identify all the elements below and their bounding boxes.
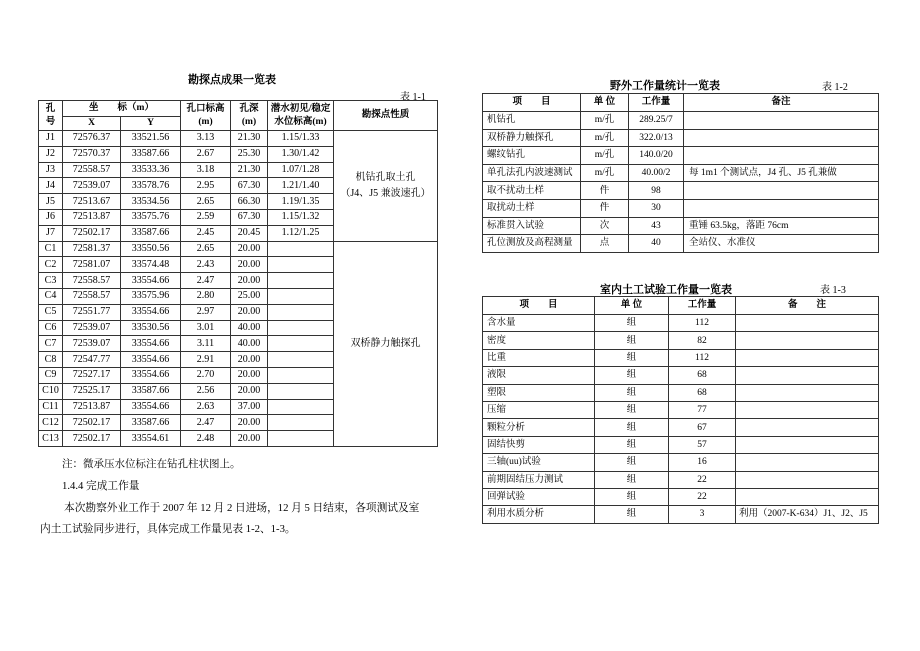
unit-cell: m/孔 <box>581 129 629 147</box>
coord-x-cell: 72558.57 <box>63 162 121 178</box>
hole-depth-cell: 21.30 <box>231 162 268 178</box>
collar-elevation-cell: 3.11 <box>181 336 231 352</box>
remark-cell <box>684 112 879 130</box>
item-cell: 孔位测放及高程测量 <box>483 235 581 253</box>
remark-cell <box>736 401 879 418</box>
collar-elevation-cell: 2.65 <box>181 241 231 257</box>
field-workload-table-body <box>483 112 879 253</box>
coord-x-cell: 72525.17 <box>63 383 121 399</box>
amount-header: 工作量 <box>629 94 684 112</box>
coord-y-cell: 33554.61 <box>121 431 181 447</box>
item-cell: 单孔法孔内波速测试 <box>483 164 581 182</box>
amount-cell: 68 <box>669 367 736 384</box>
item-cell: 利用水质分析 <box>483 506 595 523</box>
table-1-3-label: 表 1-3 <box>820 285 846 296</box>
amount-cell: 3 <box>669 506 736 523</box>
coord-x-cell: 72513.87 <box>63 399 121 415</box>
collar-elevation-cell: 2.65 <box>181 194 231 210</box>
coord-x-cell: 72576.37 <box>63 131 121 147</box>
coordinate-header: 坐 标（m） <box>63 101 181 117</box>
unit-cell: 件 <box>581 199 629 217</box>
table-row <box>39 241 438 257</box>
hole-depth-cell: 67.30 <box>231 178 268 194</box>
hole-depth-cell: 20.00 <box>231 367 268 383</box>
table-row <box>483 454 879 471</box>
field-workload-table <box>482 93 879 253</box>
table-header-row <box>39 101 438 117</box>
unit-cell: 组 <box>595 471 669 488</box>
unit-cell: 点 <box>581 235 629 253</box>
coord-y-cell: 33554.66 <box>121 352 181 368</box>
table-row <box>483 112 879 130</box>
table-row <box>483 235 879 253</box>
water-level-header <box>268 101 334 131</box>
remark-cell <box>736 315 879 332</box>
water-level-cell: 1.30/1.42 <box>268 146 334 162</box>
hole-depth-cell: 20.00 <box>231 304 268 320</box>
table-row <box>483 436 879 453</box>
table-row <box>483 419 879 436</box>
hole-depth-cell: 25.00 <box>231 288 268 304</box>
table-1-2-label: 表 1-2 <box>822 82 848 93</box>
coord-x-cell: 72513.67 <box>63 194 121 210</box>
section-heading: 1.4.4 完成工作量 <box>62 480 140 492</box>
collar-elevation-header-text: 孔口标高 <box>186 103 225 114</box>
coord-y-cell: 33554.66 <box>121 399 181 415</box>
coord-y-cell: 33554.66 <box>121 336 181 352</box>
paragraph-line-2: 内土工试验同步进行，具体完成工作量见表 1-2、1-3。 <box>40 523 296 535</box>
amount-cell: 68 <box>669 384 736 401</box>
water-level-cell <box>268 288 334 304</box>
remark-cell <box>736 436 879 453</box>
remark-cell: 利用（2007-K-634）J1、J2、J5 <box>736 506 879 523</box>
table-row <box>483 488 879 505</box>
hole-depth-cell: 20.00 <box>231 352 268 368</box>
remark-cell <box>736 367 879 384</box>
amount-cell: 82 <box>669 332 736 349</box>
unit-cell: 组 <box>595 454 669 471</box>
amount-cell: 30 <box>629 199 684 217</box>
collar-elevation-cell: 2.56 <box>181 383 231 399</box>
hole-id-cell: C3 <box>39 273 63 289</box>
amount-cell: 112 <box>669 349 736 366</box>
hole-no-header <box>39 101 63 131</box>
table-row <box>483 506 879 523</box>
item-cell: 回弹试验 <box>483 488 595 505</box>
water-level-cell <box>268 415 334 431</box>
hole-depth-header-text: 孔深 <box>239 103 259 114</box>
hole-depth-cell: 37.00 <box>231 399 268 415</box>
amount-cell: 16 <box>669 454 736 471</box>
table-row <box>483 332 879 349</box>
coord-x-cell: 72539.07 <box>63 336 121 352</box>
item-cell: 机钻孔 <box>483 112 581 130</box>
hole-nature-cell <box>334 241 438 446</box>
unit-cell: m/孔 <box>581 112 629 130</box>
coord-y-cell: 33578.76 <box>121 178 181 194</box>
hole-id-cell: C9 <box>39 367 63 383</box>
coord-x-header: X <box>63 117 121 131</box>
unit-cell: 组 <box>595 384 669 401</box>
amount-cell: 40 <box>629 235 684 253</box>
hole-id-cell: J7 <box>39 225 63 241</box>
collar-elevation-header-unit: (m) <box>198 116 213 127</box>
collar-elevation-header <box>181 101 231 131</box>
coord-y-cell: 33554.66 <box>121 367 181 383</box>
hole-depth-cell: 20.00 <box>231 383 268 399</box>
hole-id-cell: C10 <box>39 383 63 399</box>
water-level-cell <box>268 431 334 447</box>
item-cell: 密度 <box>483 332 595 349</box>
remark-cell: 全站仪、水准仪 <box>684 235 879 253</box>
item-cell: 三轴(uu)试验 <box>483 454 595 471</box>
hole-id-cell: C1 <box>39 241 63 257</box>
amount-cell: 322.0/13 <box>629 129 684 147</box>
survey-points-table <box>38 100 438 447</box>
item-cell: 压缩 <box>483 401 595 418</box>
unit-header: 单 位 <box>595 297 669 315</box>
coord-y-cell: 33554.66 <box>121 273 181 289</box>
table-row <box>39 131 438 147</box>
lab-test-workload-table <box>482 296 879 524</box>
unit-cell: 组 <box>595 401 669 418</box>
item-cell: 固结快剪 <box>483 436 595 453</box>
hole-depth-cell: 20.00 <box>231 257 268 273</box>
water-level-cell: 1.19/1.35 <box>268 194 334 210</box>
remark-cell <box>736 471 879 488</box>
water-level-cell <box>268 336 334 352</box>
hole-depth-cell: 40.00 <box>231 336 268 352</box>
unit-cell: 组 <box>595 436 669 453</box>
collar-elevation-cell: 2.63 <box>181 399 231 415</box>
hole-no-header-top: 孔 <box>45 103 56 114</box>
collar-elevation-cell: 2.95 <box>181 178 231 194</box>
item-cell: 前期固结压力测试 <box>483 471 595 488</box>
water-level-cell: 1.12/1.25 <box>268 225 334 241</box>
coord-y-cell: 33534.56 <box>121 194 181 210</box>
table-row <box>483 401 879 418</box>
water-level-cell <box>268 273 334 289</box>
water-level-cell <box>268 352 334 368</box>
paragraph-line-1: 本次勘察外业工作于 2007 年 12 月 2 日进场，12 月 5 日结束，各项测试及室 <box>64 502 420 514</box>
hole-id-cell: C5 <box>39 304 63 320</box>
hole-depth-cell: 20.00 <box>231 415 268 431</box>
water-level-cell <box>268 257 334 273</box>
coord-x-cell: 72502.17 <box>63 431 121 447</box>
table-row <box>483 199 879 217</box>
table-1-3-title: 室内土工试验工作量一览表 <box>600 284 732 296</box>
item-cell: 颗粒分析 <box>483 419 595 436</box>
remark-cell <box>736 488 879 505</box>
remark-cell <box>736 419 879 436</box>
hole-depth-cell: 20.00 <box>231 241 268 257</box>
amount-header: 工作量 <box>669 297 736 315</box>
remark-cell <box>736 384 879 401</box>
remark-header: 备 注 <box>736 297 879 315</box>
item-cell: 液限 <box>483 367 595 384</box>
coord-y-cell: 33521.56 <box>121 131 181 147</box>
hole-depth-header <box>231 101 268 131</box>
unit-cell: 组 <box>595 332 669 349</box>
table-row <box>483 129 879 147</box>
amount-cell: 112 <box>669 315 736 332</box>
unit-cell: 次 <box>581 217 629 235</box>
table-row <box>483 182 879 200</box>
hole-id-cell: J2 <box>39 146 63 162</box>
hole-nature-label: 机钻孔取土孔 <box>355 171 416 183</box>
hole-id-cell: J6 <box>39 209 63 225</box>
amount-cell: 22 <box>669 471 736 488</box>
remark-cell <box>684 129 879 147</box>
water-level-header-line2: 水位标高(m) <box>274 116 327 127</box>
water-level-cell: 1.21/1.40 <box>268 178 334 194</box>
amount-cell: 43 <box>629 217 684 235</box>
water-level-header-line1: 潜水初见/稳定 <box>270 103 331 114</box>
collar-elevation-cell: 2.70 <box>181 367 231 383</box>
remark-cell: 每 1m1 个测试点，J4 孔、J5 孔兼做 <box>684 164 879 182</box>
hole-id-cell: C6 <box>39 320 63 336</box>
coord-y-cell: 33550.56 <box>121 241 181 257</box>
hole-depth-cell: 20.00 <box>231 273 268 289</box>
coord-y-cell: 33530.56 <box>121 320 181 336</box>
item-cell: 取扰动土样 <box>483 199 581 217</box>
table-row <box>483 164 879 182</box>
hole-depth-cell: 20.45 <box>231 225 268 241</box>
amount-cell: 289.25/7 <box>629 112 684 130</box>
table-note: 注：微承压水位标注在钻孔柱状图上。 <box>62 459 241 470</box>
coord-x-cell: 72551.77 <box>63 304 121 320</box>
water-level-cell <box>268 320 334 336</box>
table-1-2-title: 野外工作量统计一览表 <box>610 80 720 92</box>
amount-cell: 98 <box>629 182 684 200</box>
coord-x-cell: 72581.07 <box>63 257 121 273</box>
hole-depth-cell: 40.00 <box>231 320 268 336</box>
item-header: 项 目 <box>483 94 581 112</box>
collar-elevation-cell: 2.43 <box>181 257 231 273</box>
hole-id-cell: C8 <box>39 352 63 368</box>
collar-elevation-cell: 2.47 <box>181 273 231 289</box>
remark-cell <box>736 332 879 349</box>
hole-id-cell: C7 <box>39 336 63 352</box>
hole-no-header-bottom: 号 <box>45 116 56 127</box>
unit-cell: 组 <box>595 315 669 332</box>
table-row <box>483 147 879 165</box>
remark-header: 备注 <box>684 94 879 112</box>
collar-elevation-cell: 3.01 <box>181 320 231 336</box>
water-level-cell <box>268 304 334 320</box>
coord-x-cell: 72539.07 <box>63 178 121 194</box>
hole-depth-cell: 66.30 <box>231 194 268 210</box>
coord-y-cell: 33575.96 <box>121 288 181 304</box>
unit-cell: 组 <box>595 349 669 366</box>
water-level-cell <box>268 367 334 383</box>
hole-id-cell: C13 <box>39 431 63 447</box>
coord-y-cell: 33533.36 <box>121 162 181 178</box>
lab-test-workload-table-body <box>483 315 879 524</box>
coord-y-header: Y <box>121 117 181 131</box>
hole-id-cell: J4 <box>39 178 63 194</box>
unit-cell: 组 <box>595 367 669 384</box>
water-level-cell: 1.15/1.33 <box>268 131 334 147</box>
collar-elevation-cell: 2.91 <box>181 352 231 368</box>
amount-cell: 140.0/20 <box>629 147 684 165</box>
hole-id-cell: C4 <box>39 288 63 304</box>
amount-cell: 22 <box>669 488 736 505</box>
remark-cell <box>736 454 879 471</box>
water-level-cell <box>268 383 334 399</box>
coord-y-cell: 33574.48 <box>121 257 181 273</box>
hole-depth-cell: 25.30 <box>231 146 268 162</box>
coord-y-cell: 33587.66 <box>121 146 181 162</box>
remark-cell <box>684 182 879 200</box>
coord-y-cell: 33587.66 <box>121 225 181 241</box>
hole-depth-cell: 20.00 <box>231 431 268 447</box>
coord-x-cell: 72502.17 <box>63 225 121 241</box>
table-row <box>483 367 879 384</box>
survey-points-table-body <box>39 131 438 447</box>
remark-cell <box>684 199 879 217</box>
collar-elevation-cell: 3.18 <box>181 162 231 178</box>
coord-y-cell: 33554.66 <box>121 304 181 320</box>
hole-nature-cell <box>334 131 438 242</box>
collar-elevation-cell: 2.97 <box>181 304 231 320</box>
collar-elevation-cell: 2.59 <box>181 209 231 225</box>
water-level-cell <box>268 241 334 257</box>
table-row <box>483 384 879 401</box>
hole-nature-label: 双桥静力触探孔 <box>350 337 421 349</box>
coord-y-cell: 33575.76 <box>121 209 181 225</box>
item-cell: 双桥静力触探孔 <box>483 129 581 147</box>
hole-id-cell: C2 <box>39 257 63 273</box>
item-cell: 取不扰动土样 <box>483 182 581 200</box>
amount-cell: 57 <box>669 436 736 453</box>
table-row <box>483 217 879 235</box>
collar-elevation-cell: 3.13 <box>181 131 231 147</box>
hole-nature-label: （J4、J5 兼波速孔） <box>340 187 431 199</box>
collar-elevation-cell: 2.80 <box>181 288 231 304</box>
unit-cell: 组 <box>595 488 669 505</box>
remark-cell: 重锤 63.5kg，落距 76cm <box>684 217 879 235</box>
hole-id-cell: J3 <box>39 162 63 178</box>
table-header-row <box>483 94 879 112</box>
water-level-cell: 1.15/1.32 <box>268 209 334 225</box>
coord-x-cell: 72570.37 <box>63 146 121 162</box>
coord-x-cell: 72502.17 <box>63 415 121 431</box>
unit-cell: m/孔 <box>581 147 629 165</box>
amount-cell: 40.00/2 <box>629 164 684 182</box>
coord-x-cell: 72558.57 <box>63 288 121 304</box>
coord-x-cell: 72558.57 <box>63 273 121 289</box>
unit-header: 单 位 <box>581 94 629 112</box>
unit-cell: 件 <box>581 182 629 200</box>
hole-id-cell: J5 <box>39 194 63 210</box>
coord-x-cell: 72513.87 <box>63 209 121 225</box>
table-header-row <box>483 297 879 315</box>
amount-cell: 77 <box>669 401 736 418</box>
hole-id-cell: J1 <box>39 131 63 147</box>
remark-cell <box>684 147 879 165</box>
hole-id-cell: C11 <box>39 399 63 415</box>
table-row <box>483 471 879 488</box>
water-level-cell: 1.07/1.28 <box>268 162 334 178</box>
coord-x-cell: 72581.37 <box>63 241 121 257</box>
collar-elevation-cell: 2.48 <box>181 431 231 447</box>
hole-depth-cell: 67.30 <box>231 209 268 225</box>
coord-y-cell: 33587.66 <box>121 415 181 431</box>
table-row <box>483 349 879 366</box>
water-level-cell <box>268 399 334 415</box>
item-cell: 螺纹钻孔 <box>483 147 581 165</box>
coord-x-cell: 72527.17 <box>63 367 121 383</box>
item-header: 项 目 <box>483 297 595 315</box>
unit-cell: 组 <box>595 419 669 436</box>
hole-depth-header-unit: (m) <box>241 116 257 127</box>
amount-cell: 67 <box>669 419 736 436</box>
hole-nature-header: 勘探点性质 <box>334 101 438 131</box>
coord-x-cell: 72539.07 <box>63 320 121 336</box>
remark-cell <box>736 349 879 366</box>
coord-x-cell: 72547.77 <box>63 352 121 368</box>
item-cell: 比重 <box>483 349 595 366</box>
item-cell: 含水量 <box>483 315 595 332</box>
table-row <box>483 315 879 332</box>
table-1-1-title: 勘探点成果一览表 <box>188 74 276 86</box>
unit-cell: m/孔 <box>581 164 629 182</box>
table-1-1-label: 表 1-1 <box>400 92 426 103</box>
item-cell: 塑限 <box>483 384 595 401</box>
item-cell: 标准贯入试验 <box>483 217 581 235</box>
collar-elevation-cell: 2.45 <box>181 225 231 241</box>
hole-depth-cell: 21.30 <box>231 131 268 147</box>
collar-elevation-cell: 2.67 <box>181 146 231 162</box>
coord-y-cell: 33587.66 <box>121 383 181 399</box>
unit-cell: 组 <box>595 506 669 523</box>
collar-elevation-cell: 2.47 <box>181 415 231 431</box>
hole-id-cell: C12 <box>39 415 63 431</box>
